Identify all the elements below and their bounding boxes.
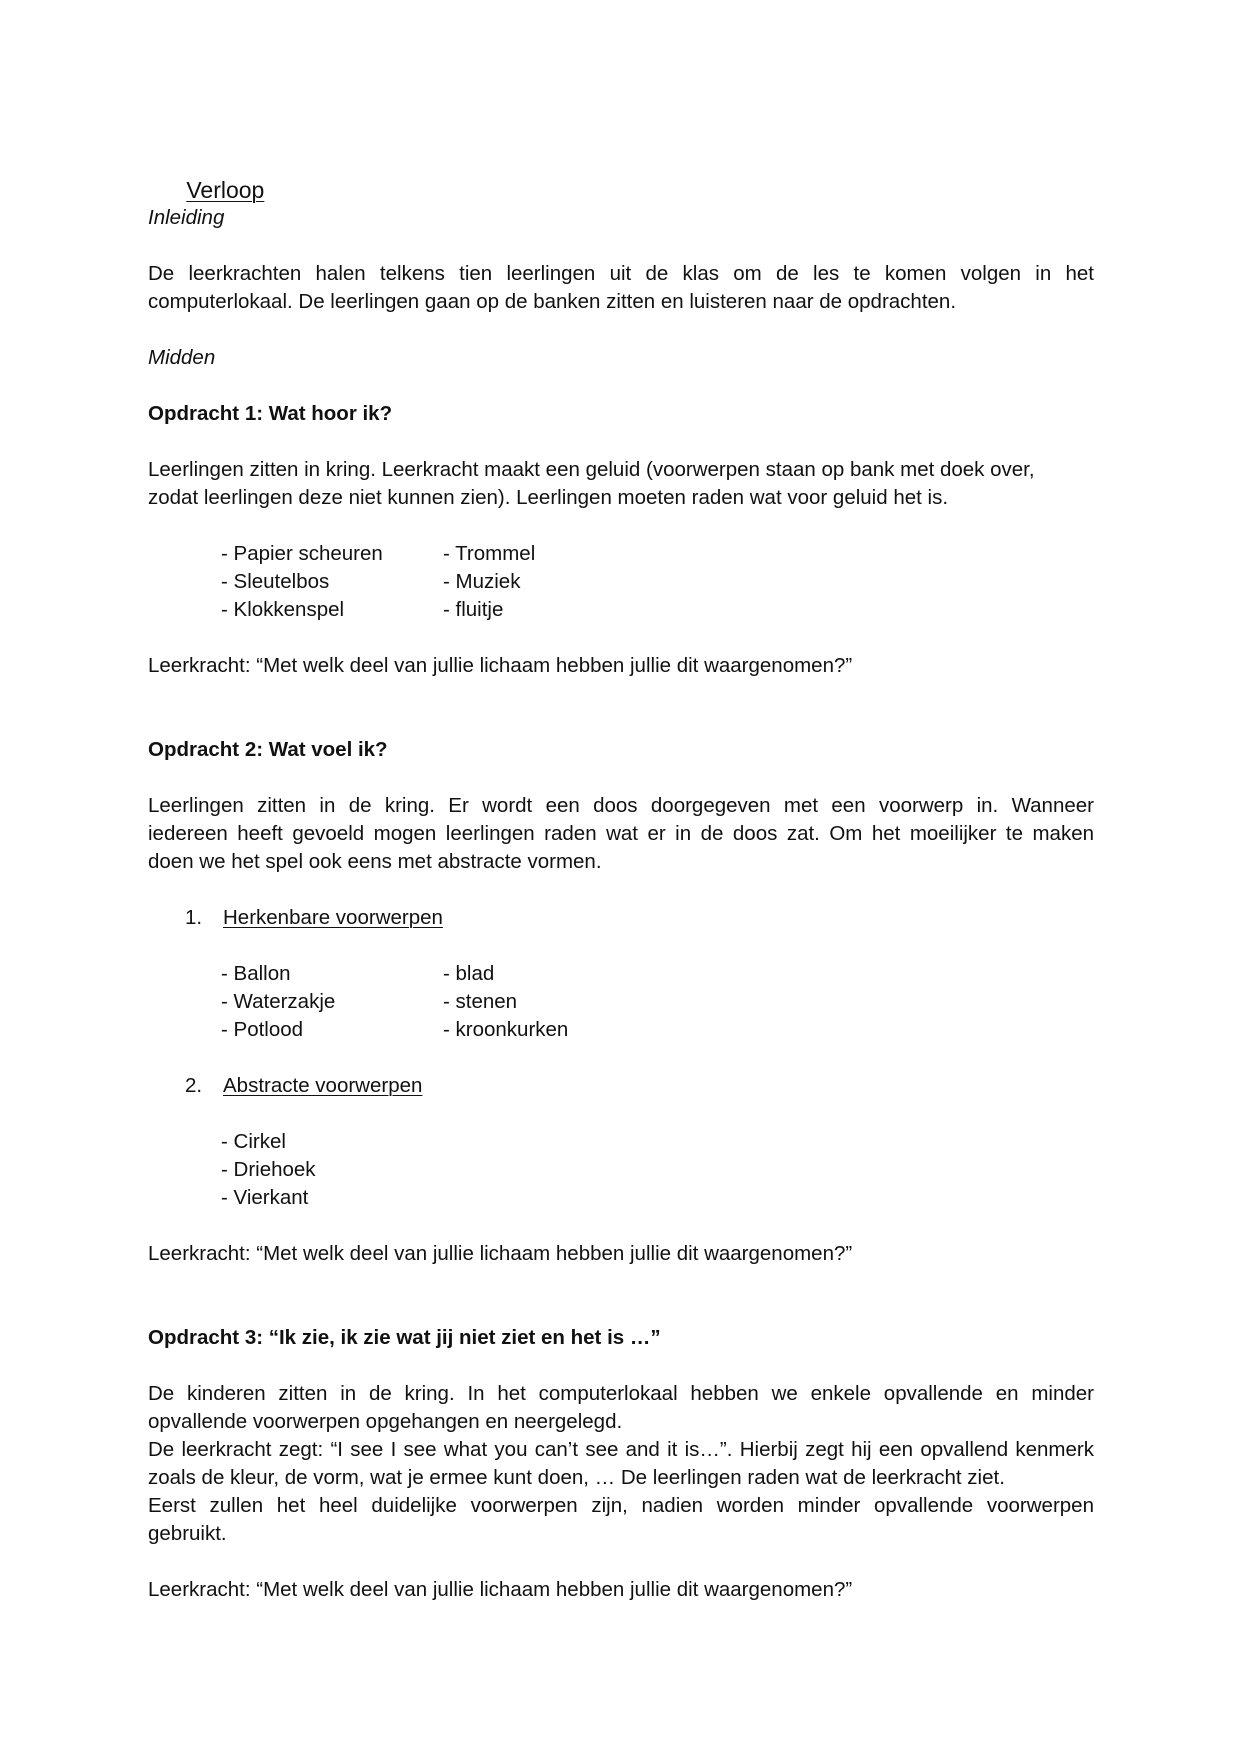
paragraph-line: De kinderen zitten in de kring. In het computerlokaal hebben we enkele opvallende en minder: [148, 1382, 1094, 1405]
paragraph-line: iedereen heeft gevoeld mogen leerlingen raden wat er in de doos zat. Om het moeilijker te maken: [148, 822, 1094, 845]
list-item: - Klokkenspel: [221, 598, 345, 621]
assignment-2-title: Opdracht 2: Wat voel ik?: [148, 738, 388, 761]
list-item: - Vierkant: [221, 1186, 309, 1209]
paragraph-line: zodat leerlingen deze niet kunnen zien). Leerlingen moeten raden wat voor geluid het is.: [148, 486, 949, 509]
group-label: Herkenbare voorwerpen: [223, 906, 443, 929]
paragraph-line: doen we het spel ook eens met abstracte vormen.: [148, 850, 602, 873]
assignment-3-paragraph: [148, 1380, 1094, 1436]
paragraph-line: De leerkracht zegt: “I see I see what you can’t see and it is…”. Hierbij zegt hij een opvallend kenmerk: [148, 1438, 1094, 1461]
paragraph-line: zoals de kleur, de vorm, wat je ermee kunt doen, … De leerlingen raden wat de leerkracht ziet.: [148, 1466, 1005, 1489]
list-column-left: [221, 960, 443, 1044]
recognizable-objects-list: [148, 960, 1094, 1044]
list-item: - kroonkurken: [443, 1018, 569, 1041]
list-column-left: [221, 1128, 443, 1212]
intro-label: Inleiding: [148, 206, 225, 229]
intro-paragraph: [148, 260, 1094, 316]
middle-label: Midden: [148, 346, 216, 369]
list-item: - fluitje: [443, 598, 504, 621]
abstract-objects-list: [148, 1128, 1094, 1212]
list-column-right: [443, 960, 665, 1044]
list-item: - Sleutelbos: [221, 570, 330, 593]
list-number: 2.: [185, 1074, 203, 1097]
section-heading-text: Verloop: [186, 177, 265, 203]
assignment-2-teacher-question: Leerkracht: “Met welk deel van jullie lichaam hebben jullie dit waargenomen?”: [148, 1242, 853, 1265]
list-item: - blad: [443, 962, 495, 985]
paragraph-line: opvallende voorwerpen opgehangen en neergelegd.: [148, 1410, 623, 1433]
assignment-1-title: Opdracht 1: Wat hoor ik?: [148, 402, 393, 425]
list-item: - Papier scheuren: [221, 542, 383, 565]
paragraph-line: De leerkrachten halen telkens tien leerlingen uit de klas om de les te komen volgen in het: [148, 262, 1094, 285]
assignment-3-paragraph: [148, 1436, 1094, 1492]
assignment-3-teacher-question: Leerkracht: “Met welk deel van jullie lichaam hebben jullie dit waargenomen?”: [148, 1578, 853, 1601]
list-column-left: [221, 540, 443, 624]
assignment-1-teacher-question: Leerkracht: “Met welk deel van jullie lichaam hebben jullie dit waargenomen?”: [148, 654, 853, 677]
list-item: - Trommel: [443, 542, 536, 565]
lesson-procedure: [148, 148, 1094, 1604]
list-item: - Cirkel: [221, 1130, 286, 1153]
list-item: - Muziek: [443, 570, 521, 593]
paragraph-line: computerlokaal. De leerlingen gaan op de banken zitten en luisteren naar de opdrachten.: [148, 290, 957, 313]
list-item: - Potlood: [221, 1018, 304, 1041]
paragraph-line: Leerlingen zitten in kring. Leerkracht maakt een geluid (voorwerpen staan op bank met doek over,: [148, 458, 1035, 481]
list-number: 1.: [185, 906, 203, 929]
list-item: - Driehoek: [221, 1158, 316, 1181]
paragraph-line: Leerlingen zitten in de kring. Er wordt een doos doorgegeven met een voorwerp in. Wanneer: [148, 794, 1094, 817]
section-heading: [148, 148, 1094, 203]
list-column-right: [443, 540, 665, 624]
paragraph-line: gebruikt.: [148, 1522, 227, 1545]
numbered-heading-abstract: [148, 1072, 1094, 1100]
assignment-2-description: [148, 792, 1094, 876]
list-item: - Ballon: [221, 962, 291, 985]
list-item: - stenen: [443, 990, 518, 1013]
assignment-1-description: [148, 456, 1094, 512]
assignment-3-paragraph: [148, 1492, 1094, 1548]
assignment-1-sound-list: [148, 540, 1094, 624]
assignment-3-title: Opdracht 3: “Ik zie, ik zie wat jij niet ziet en het is …”: [148, 1326, 661, 1349]
numbered-heading-recognizable: [148, 904, 1094, 932]
list-item: - Waterzakje: [221, 990, 336, 1013]
group-label: Abstracte voorwerpen: [223, 1074, 423, 1097]
paragraph-line: Eerst zullen het heel duidelijke voorwerpen zijn, nadien worden minder opvallende voorwerpen: [148, 1494, 1094, 1517]
